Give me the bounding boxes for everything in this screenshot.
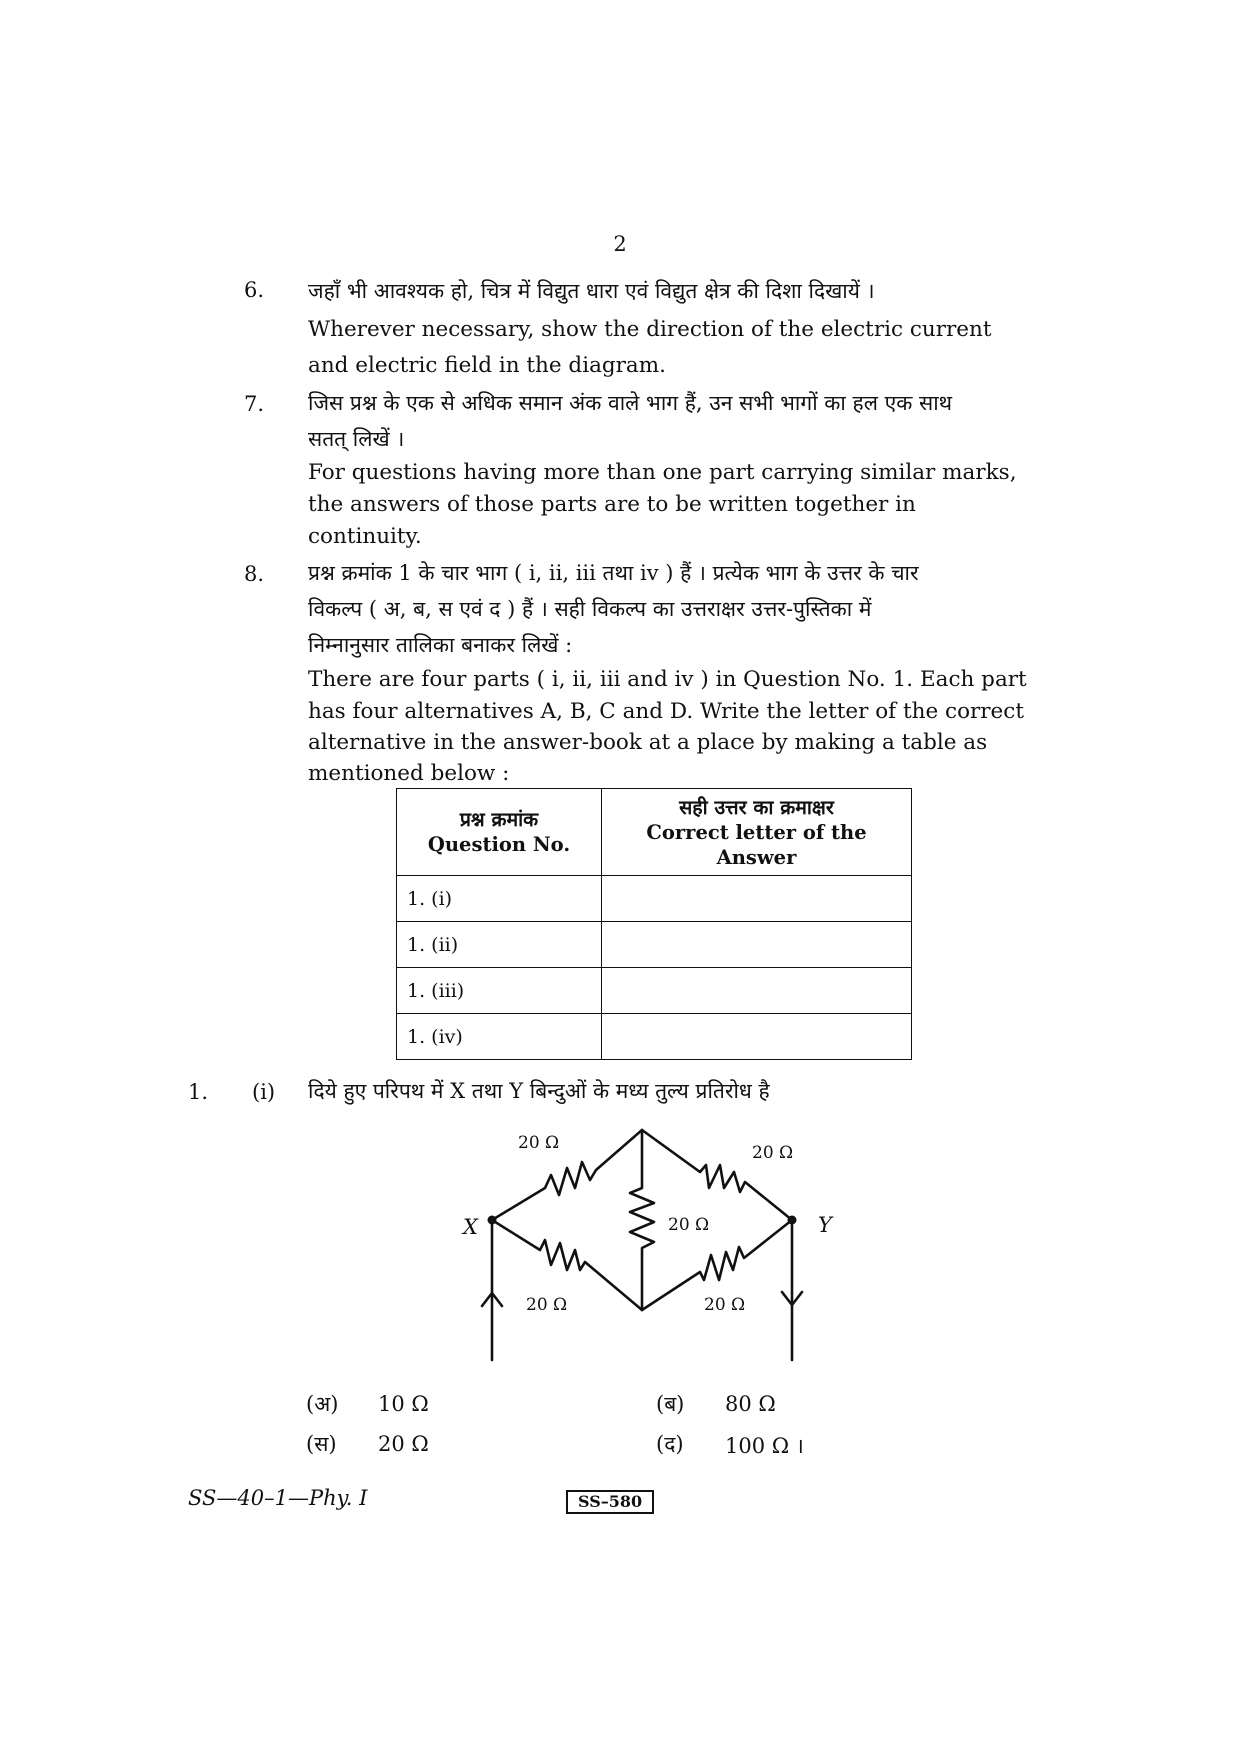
node-label-y: Y [818,1213,832,1237]
resistor-label-bottom-right: 20 Ω [704,1295,746,1315]
instruction-7-hindi-line-2: सतत् लिखें । [308,427,405,451]
instruction-6-number: 6. [244,278,265,302]
wire-middle [630,1130,654,1310]
header-col2-english-2: Answer [716,845,797,869]
instruction-7-english-line-3: continuity. [308,524,422,549]
header-col1-hindi: प्रश्न क्रमांक [459,808,539,831]
option-c-value: 20 Ω [378,1432,429,1456]
node-y-dot [788,1216,797,1225]
series-code-box: SS–580 [566,1490,654,1514]
instruction-8-number: 8. [244,562,265,586]
resistor-label-top-right: 20 Ω [752,1143,794,1163]
instruction-8-hindi-line-3: निम्नानुसार तालिका बनाकर लिखें : [308,633,573,657]
instruction-6-english-line-2: and electric field in the diagram. [308,353,666,378]
page-number: 2 [613,232,627,256]
option-c-label: (स) [306,1432,337,1456]
question-number: 1. [188,1080,209,1104]
instruction-8-english-line-4: mentioned below : [308,761,510,786]
option-d-value: 100 Ω । [725,1434,804,1458]
option-d-label: (द) [656,1432,684,1456]
question-text: दिये हुए परिपथ में X तथा Y बिन्दुओं के मध्य तुल्य प्रतिरोध है [308,1079,770,1103]
header-col1-english: Question No. [427,833,571,856]
instruction-8-hindi-line-2: विकल्प ( अ, ब, स एवं द ) हैं । सही विकल्प का उत्तराक्षर उत्तर-पुस्तिका में [308,597,872,621]
instruction-8-english-line-1: There are four parts ( i, ii, iii and iv ) in Question No. 1. Each part [308,667,1027,692]
node-x-dot [488,1216,497,1225]
resistor-label-middle: 20 Ω [668,1215,710,1235]
resistor-label-bottom-left: 20 Ω [526,1295,568,1315]
node-label-x: X [463,1215,478,1239]
table-row-label: 1. (iii) [397,968,602,1014]
instruction-7-hindi-line-1: जिस प्रश्न के एक से अधिक समान अंक वाले भाग हैं, उन सभी भागों का हल एक साथ [308,391,953,415]
header-col2-hindi: सही उत्तर का क्रमाक्षर [679,795,834,819]
header-col2-english-1: Correct letter of the [646,820,867,844]
instruction-7-number: 7. [244,392,265,416]
instruction-8-english-line-3: alternative in the answer-book at a place by making a table as [308,730,988,755]
instruction-8-english-line-2: has four alternatives A, B, C and D. Write the letter of the correct [308,699,1024,724]
instruction-8-hindi-line-1: प्रश्न क्रमांक 1 के चार भाग ( i, ii, iii तथा iv ) हैं । प्रत्येक भाग के उत्तर के चार [308,561,919,585]
question-part: (i) [252,1080,276,1104]
option-b-value: 80 Ω [725,1392,776,1416]
instruction-7-english-line-2: the answers of those parts are to be written together in [308,492,916,517]
option-a-value: 10 Ω [378,1392,429,1416]
table-row-label: 1. (ii) [397,922,602,968]
instruction-6-hindi: जहाँ भी आवश्यक हो, चित्र में विद्युत धारा एवं विद्युत क्षेत्र की दिशा दिखायें । [308,279,875,303]
wire-x-top [492,1130,642,1220]
paper-code: SS—40–1—Phy. I [188,1486,368,1510]
resistor-label-top-left: 20 Ω [518,1133,560,1153]
instruction-7-english-line-1: For questions having more than one part carrying similar marks, [308,460,1017,485]
instruction-6-english-line-1: Wherever necessary, show the direction of the electric current [308,317,992,342]
option-b-label: (ब) [656,1392,685,1416]
table-row-label: 1. (i) [397,876,602,922]
table-row-label: 1. (iv) [397,1014,602,1060]
option-a-label: (अ) [306,1392,339,1416]
